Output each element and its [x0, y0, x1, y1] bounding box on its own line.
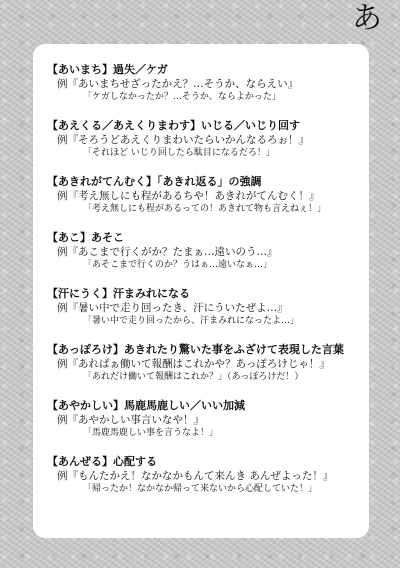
- glossary-entry: [47, 342, 357, 383]
- entry-translation: 「帰ったか！なかなか帰って来ないから心配していた！」: [83, 484, 318, 494]
- entry-translation: 「馬鹿馬鹿しい事を言うなよ！」: [83, 428, 219, 438]
- entry-term: 【汗にうく】汗まみれになる: [47, 287, 190, 300]
- entry-example: 例『暑い中で走り回ったき、汗にういたぜよ…』: [57, 302, 288, 314]
- glossary-entry: [47, 118, 357, 159]
- entry-term: 【あんぜる】心配する: [47, 455, 157, 468]
- entry-translation: 「考え無しにも程があるっての！あきれて物も言えねぇ！」: [83, 204, 327, 214]
- glossary-card: [33, 44, 369, 538]
- entry-example: 例『あこまで行くがか？たまぁ…遠いのう…』: [57, 246, 278, 258]
- glossary-entry: [47, 286, 357, 327]
- glossary-entry: [47, 62, 357, 103]
- glossary-entry: [47, 230, 357, 271]
- entry-translation: 「あそこまで行くのか？うはぁ…遠いなぁ…」: [83, 260, 273, 270]
- entry-example: 例『あいまちせざったかえ？…そうか、ならえい』: [57, 78, 299, 90]
- entry-example: 例『あやかしい事言いなや！』: [57, 414, 204, 426]
- entry-term: 【あっぽろけ】あきれたり驚いた事をふざけて表現した言葉: [47, 343, 344, 356]
- entry-example: 例『考え無しにも程があるちや！あきれがてんむく！』: [57, 190, 320, 202]
- entry-translation: 「ケガしなかったか？…そうか、ならよかった」: [83, 92, 281, 102]
- index-character: あ: [352, 1, 382, 36]
- entry-term: 【あえくる／あえくりまわす】いじる／いじり回す: [47, 119, 300, 132]
- entry-term: 【あやかしい】馬鹿馬鹿しい／いい加減: [47, 399, 245, 412]
- entry-example: 例『そろうどあえくりまわいたらいかんなるろぉ！』: [57, 134, 309, 146]
- glossary-entry: [47, 398, 357, 439]
- glossary-entry: [47, 454, 357, 495]
- entry-example: 例『あればぁ働いて報酬はこれかや？あっぽろけじゃ！』: [57, 358, 330, 370]
- entry-term: 【あきれがてんむく】「あきれ返る」の強調: [47, 175, 262, 188]
- entry-translation: 「あれだけ働いて報酬はこれか？」（あっぽろけだ！）: [83, 372, 304, 382]
- entry-translation: 「それほど いじり回したら駄目になるだろ！」: [83, 148, 275, 158]
- glossary-entry: [47, 174, 357, 215]
- entry-translation: 「暑い中で走り回ったから、汗まみれになったよ…」: [83, 316, 300, 326]
- entry-term: 【あこ】あそこ: [47, 231, 124, 244]
- entry-example: 例『もんたかえ！なかなかもんて来んき あんぜよった！』: [57, 470, 334, 482]
- entry-term: 【あいまち】過失／ケガ: [47, 63, 168, 76]
